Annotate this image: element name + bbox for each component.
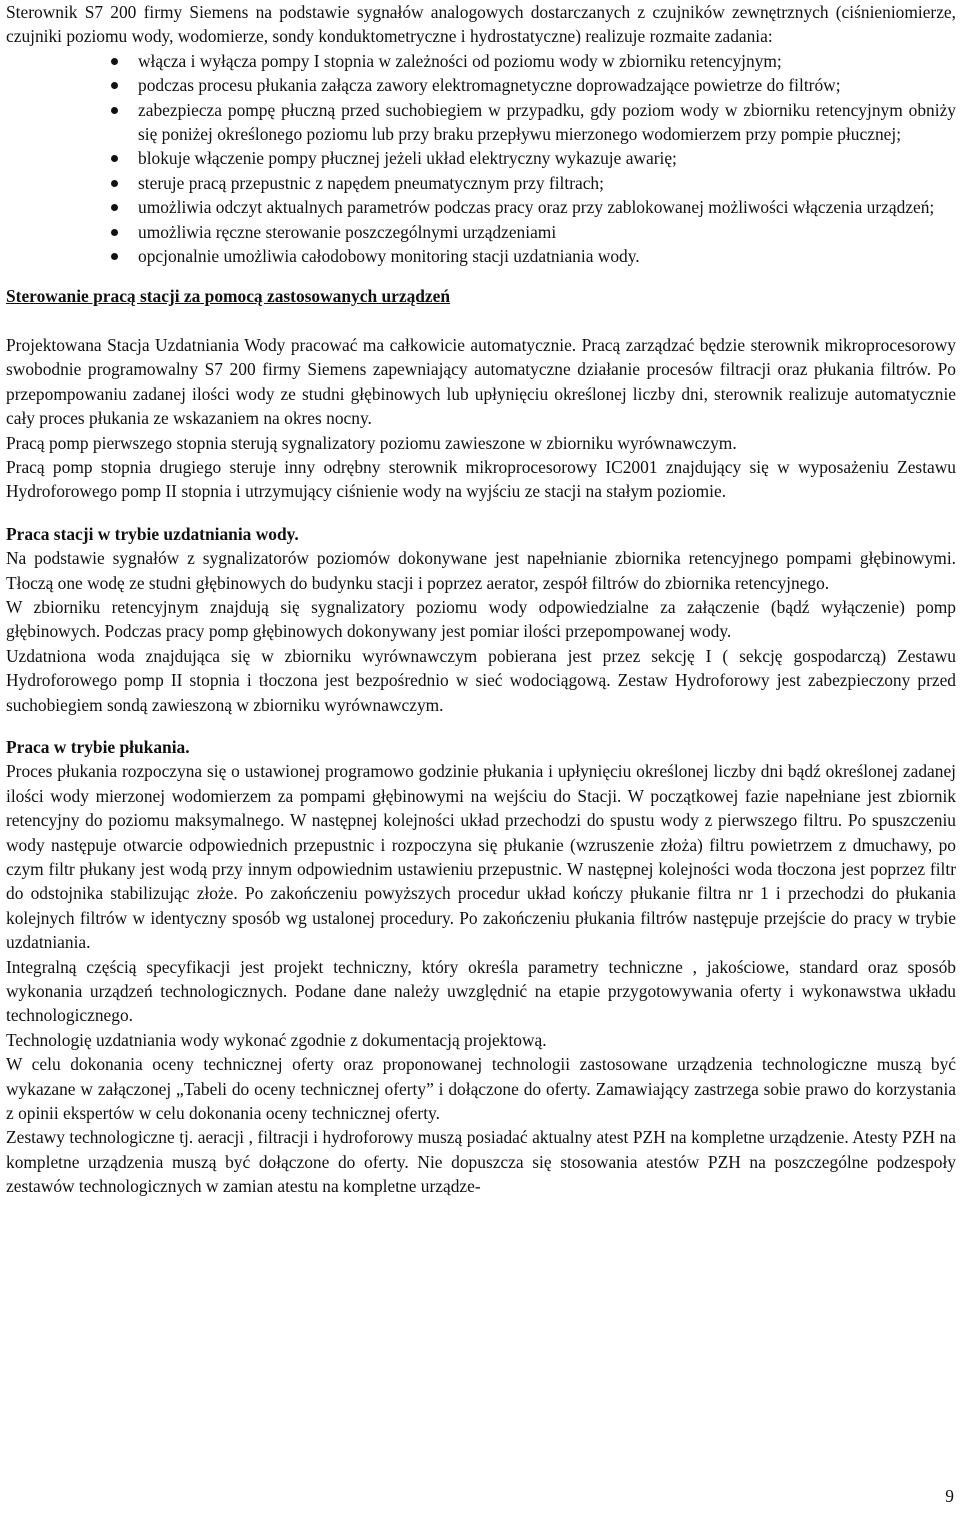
list-item: zabezpiecza pompę płuczną przed suchobiegiem w przypadku, gdy poziom wody w zbiorniku retencyjnym obniży się poniżej określonego poziomu lub przy braku przepływu mierzonego wodomierzem przy pompie płucznej; [138, 98, 956, 147]
backwash-paragraph: Integralną częścią specyfikacji jest projekt techniczny, który określa parametry techniczne , jakościowe, standard oraz sposób wykonania urządzeń technologicznych. Podane dane należy uwzględnić na etapie przygotowywania oferty i wykonawstwa układu technologicznego. [6, 956, 956, 1026]
control-paragraph: Pracą pomp stopnia drugiego steruje inny odrębny sterownik mikroprocesorowy IC2001 znajdujący się w wyposażeniu Zestawu Hydroforowego pomp II stopnia i utrzymujący ciśnienie wody na wyjściu ze stacji na stałym poziomie. [6, 456, 956, 502]
bullet-icon [111, 58, 118, 65]
list-item: włącza i wyłącza pompy I stopnia w zależności od poziomu wody w zbiorniku retencyjnym; [138, 49, 956, 73]
bullet-icon [111, 204, 118, 211]
bullet-icon [111, 229, 118, 236]
bullet-icon [111, 180, 118, 187]
section-title-control: Sterowanie pracą stacji za pomocą zastosowanych urządzeń [6, 286, 451, 307]
backwash-paragraph: Technologię uzdatniania wody wykonać zgodnie z dokumentacją projektową. [6, 1029, 547, 1050]
treatment-paragraph: Na podstawie sygnałów z sygnalizatorów poziomów dokonywane jest napełnianie zbiornika retencyjnego pompami głębinowymi. Tłoczą one wodę ze studni głębinowych do budynku stacji i poprzez aerator, zespół filtrów do zbiornika retencyjnego. [6, 548, 956, 593]
list-item: podczas procesu płukania załącza zawory elektromagnetyczne doprowadzające powietrze do filtrów; [138, 73, 956, 97]
bullet-icon [111, 155, 118, 162]
page-number: 9 [945, 1486, 954, 1506]
list-item: umożliwia odczyt aktualnych parametrów podczas pracy oraz przy zablokowanej możliwości włączenia urządzeń; [138, 195, 956, 219]
list-item: steruje pracą przepustnic z napędem pneumatycznym przy filtrach; [138, 171, 956, 195]
backwash-paragraph: Proces płukania rozpoczyna się o ustawionej programowo godzinie płukania i upłynięciu określonej liczby dni bądź określonej zadanej ilości wody mierzonej wodomierzem za pompami głębinowymi na wejściu do Stacji. W początkowej fazie napełniane jest zbiornik retencyjny do poziomu maksymalnego. W następnej kolejności układ przechodzi do spustu wody z pierwszego filtru. Po spuszczeniu wody następuje otwarcie odpowiednich przepustnic i rozpoczyna się płukanie (wzruszenie złoża) filtru powietrzem z dmuchawy, po czym filtr płukany jest wodą przy innym odpowiednim ustawieniu przepustnic. W następnej kolejności woda tłoczona jest poprzez filtr do odstojnika stabilizując złoże. Po zakończeniu powyższych procedur układ kończy płukanie filtra nr 1 i przechodzi do płukania kolejnych filtrów w identyczny sposób wg ustalonej procedury. Po zakończeniu płukania filtrów następuje przejście do pracy w trybie uzdatniania. [6, 761, 956, 953]
control-paragraph: Projektowana Stacja Uzdatniania Wody pracować ma całkowicie automatycznie. Pracą zarządzać będzie sterownik mikroprocesorowy swobodnie programowalny S7 200 firmy Siemens zapewniający automatyczne działanie procesów filtracji oraz płukania filtrów. Po przepompowaniu zadanej ilości wody ze studni głębinowych lub upłynięciu określonej liczby dni, sterownik realizuje automatycznie cały proces płukania ze wskazaniem na okres nocny. [6, 334, 956, 429]
bullet-icon [111, 253, 118, 260]
bullet-icon [111, 107, 118, 114]
list-item: blokuje włączenie pompy płucznej jeżeli układ elektryczny wykazuje awarię; [138, 146, 956, 170]
list-item: opcjonalnie umożliwia całodobowy monitoring stacji uzdatniania wody. [138, 244, 956, 268]
section-title-treatment: Praca stacji w trybie uzdatniania wody. [6, 523, 299, 544]
section-title-backwash: Praca w trybie płukania. [6, 736, 190, 757]
treatment-paragraph: Uzdatniona woda znajdująca się w zbiorniku wyrównawczym pobierana jest przez sekcję I ( sekcję gospodarczą) Zestawu Hydroforowego pomp II stopnia i tłoczona jest bezpośrednio w sieć wodociągową. Zestaw Hydroforowy jest zabezpieczony przed suchobiegiem sondą zawieszoną w zbiorniku wyrównawczym. [6, 645, 956, 715]
intro-paragraph: Sterownik S7 200 firmy Siemens na podstawie sygnałów analogowych dostarczanych z czujników zewnętrznych (ciśnieniomierze, czujniki poziomu wody, wodomierze, sondy konduktometryczne i hydrostatyczne) realizuje rozmaite zadania: [6, 2, 956, 47]
list-item: umożliwia ręczne sterowanie poszczególnymi urządzeniami [138, 220, 956, 244]
backwash-paragraph: W celu dokonania oceny technicznej oferty oraz proponowanej technologii zastosowane urządzenia technologiczne muszą być wykazane w załączonej „Tabeli do oceny technicznej oferty” i dołączone do oferty. Zamawiający zastrzega sobie prawo do korzystania z opinii ekspertów w celu dokonania oceny technicznej oferty. [6, 1054, 956, 1124]
backwash-paragraph: Zestawy technologiczne tj. aeracji , filtracji i hydroforowy muszą posiadać aktualny atest PZH na kompletne urządzenie. Atesty PZH na kompletne urządzenia muszą być dołączone do oferty. Nie dopuszcza się stosowania atestów PZH na poszczególne podzespoły zestawów technologicznych w zamian atestu na kompletne urządze- [6, 1127, 956, 1197]
bullet-icon [111, 82, 118, 89]
control-paragraph: Pracą pomp pierwszego stopnia sterują sygnalizatory poziomu zawieszone w zbiorniku wyrównawczym. [6, 432, 737, 453]
treatment-paragraph: W zbiorniku retencyjnym znajdują się sygnalizatory poziomu wody odpowiedzialne za załączenie (bądź wyłączenie) pomp głębinowych. Podczas pracy pomp głębinowych dokonywany jest pomiar ilości przepompowanej wody. [6, 596, 956, 642]
page-content [6, 0, 956, 1199]
task-list [6, 49, 956, 269]
